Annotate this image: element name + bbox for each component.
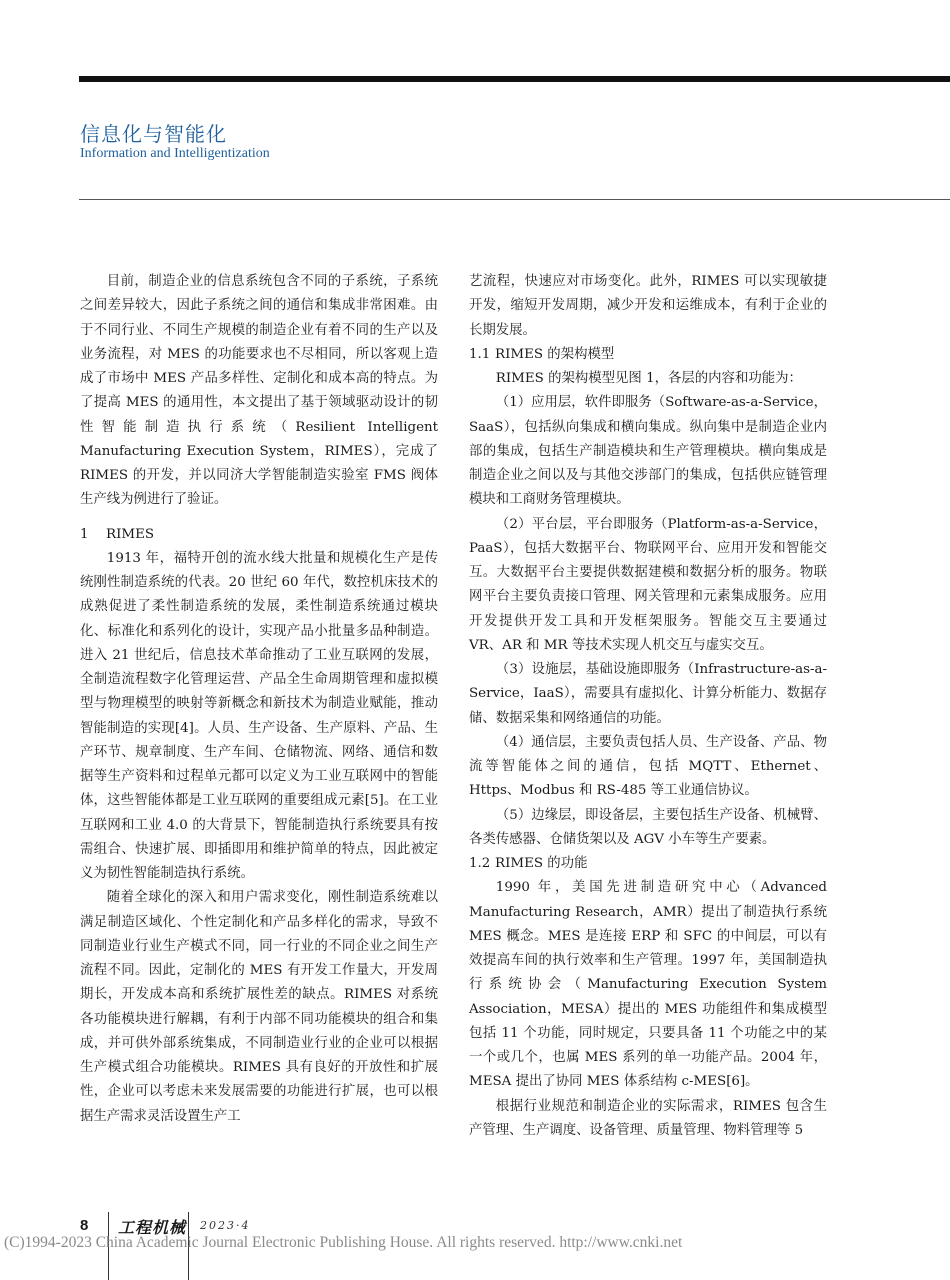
- section-heading: [80, 523, 438, 547]
- heading-number: 1.1: [469, 346, 491, 362]
- heading-title: RIMES: [106, 526, 155, 542]
- section-title-cn: 信息化与智能化: [80, 122, 227, 146]
- paragraph: （3）设施层，基础设施即服务（Infrastructure-as-a-Service，IaaS），需要具有虚拟化、计算分析能力、数据存储、数据采集和网络通信的功能。: [469, 662, 827, 726]
- journal-name: 工程机械: [118, 1218, 187, 1237]
- page-number: 8: [80, 1217, 89, 1234]
- paragraph: （1）应用层，软件即服务（Software-as-a-Service，SaaS），包括纵向集成和横向集成。纵向集中是制造企业内部的集成，包括生产制造模块和生产管理模块。横向集成是制造企业之间以及与其他交涉部门的集成，包括供应链管理模块和工商财务管理模块。: [469, 395, 827, 508]
- issue-label: 2023·4: [200, 1219, 251, 1232]
- heading-number: 1: [80, 526, 89, 542]
- heading-title: RIMES 的架构模型: [495, 346, 615, 362]
- subsection-heading: [469, 343, 827, 367]
- paragraph: 目前，制造企业的信息系统包含不同的子系统，子系统之间差异较大，因此子系统之间的通信和集成非常困难。由于不同行业、不同生产规模的制造企业有着不同的生产以及业务流程，对 MES 的功能要求也不尽相同，所以客观上造成了市场中 MES 产品多样性、定制化和成本高的特点。为了提高 MES 的通用性，本文提出了基于领域驱动设计的韧性智能制造执行系统（Resilient Intelligent Manufacturing Execution System，RIMES），完成了 RIMES 的开发，并以同济大学智能制造实验室 FMS 阀体生产线为例进行了验证。: [80, 274, 438, 508]
- header-rule: [79, 76, 950, 82]
- section-title-en: Information and Intelligentization: [80, 146, 270, 161]
- paragraph: RIMES 的架构模型见图 1，各层的内容和功能为：: [495, 371, 802, 386]
- paragraph: （4）通信层，主要负责包括人员、生产设备、产品、物流等智能体之间的通信，包括 MQTT、Ethernet、Https、Modbus 和 RS-485 等工业通信协议。: [469, 734, 827, 799]
- paragraph: （2）平台层，平台即服务（Platform-as-a-Service，PaaS），包括大数据平台、物联网平台、应用开发和智能交互。大数据平台主要提供数据建模和数据分析的服务。物联网平台主要负责接口管理、网关管理和元素集成服务。应用开发提供开发工具和开发框架服务。智能交互主要通过 VR、AR 和 MR 等技术实现人机交互与虚实交互。: [469, 516, 827, 653]
- heading-title: RIMES 的功能: [495, 856, 588, 871]
- left-column: [80, 270, 438, 1129]
- copyright-watermark: (C)1994-2023 China Academic Journal Electronic Publishing House. All rights reserved. http://www.cnki.net: [4, 1234, 683, 1251]
- right-column: [469, 270, 827, 1143]
- paragraph: 1990 年，美国先进制造研究中心（Advanced Manufacturing Research，AMR）提出了制造执行系统 MES 概念。MES 是连接 ERP 和 SFC 的中间层，可以有效提高车间的执行效率和生产管理。1997 年，美国制造执行系统协会（Manufacturing Execution System Association，MESA）提出的 MES 功能组件和集成模型包括 11 个功能，同时规定，只要具备 11 个功能之中的某一个或几个，也属 MES 系列的单一功能产品。2004 年，MESA 提出了协同 MES 体系结构 c-MES[6]。: [469, 880, 827, 1090]
- header-divider: [79, 199, 950, 200]
- heading-number: 1.2: [469, 856, 491, 871]
- paragraph: 艺流程，快速应对市场变化。此外，RIMES 可以实现敏捷开发，缩短开发周期，减少开发和运维成本，有利于企业的长期发展。: [469, 274, 827, 338]
- paragraph: 1913 年，福特开创的流水线大批量和规模化生产是传统刚性制造系统的代表。20 世纪 60 年代，数控机床技术的成熟促进了柔性制造系统的发展，柔性制造系统通过模块化、标准化和系列化的设计，实现产品小批量多品种制造。进入 21 世纪后，信息技术革命推动了工业互联网的发展，全制造流程数字化管理运营、产品全生命周期管理和虚拟模型与物理模型的映射等新概念和新技术为制造业赋能，推动智能制造的实现[4]。人员、生产设备、生产原料、产品、生产环节、规章制度、生产车间、仓储物流、网络、通信和数据等生产资料和过程单元都可以定义为工业互联网中的智能体，这些智能体都是工业互联网的重要组成元素[5]。在工业互联网和工业 4.0 的大背景下，智能制造执行系统要具有按需组合、快速扩展、即插即用和维护简单的特点，因此被定义为韧性智能制造执行系统。: [80, 550, 438, 881]
- paragraph: （5）边缘层，即设备层，主要包括生产设备、机械臂、各类传感器、仓储货架以及 AGV 小车等生产要素。: [469, 807, 827, 847]
- paragraph: 随着全球化的深入和用户需求变化，刚性制造系统难以满足制造区域化、个性定制化和产品多样化的需求，导致不同制造业行业生产模式不同，同一行业的不同企业之间生产流程不同。因此，定制化的 MES 有开发工作量大，开发周期长，开发成本高和系统扩展性差的缺点。RIMES 对系统各功能模块进行解耦，有利于内部不同功能模块的组合和集成，并可供外部系统集成，不同制造业行业的企业可以根据生产模式组合功能模块。RIMES 具有良好的开放性和扩展性，企业可以考虑未来发展需要的功能进行扩展，也可以根据生产需求灵活设置生产工: [80, 890, 438, 1124]
- paragraph: 根据行业规范和制造企业的实际需求，RIMES 包含生产管理、生产调度、设备管理、质量管理、物料管理等 5: [469, 1098, 827, 1138]
- subsection-heading: [469, 852, 827, 876]
